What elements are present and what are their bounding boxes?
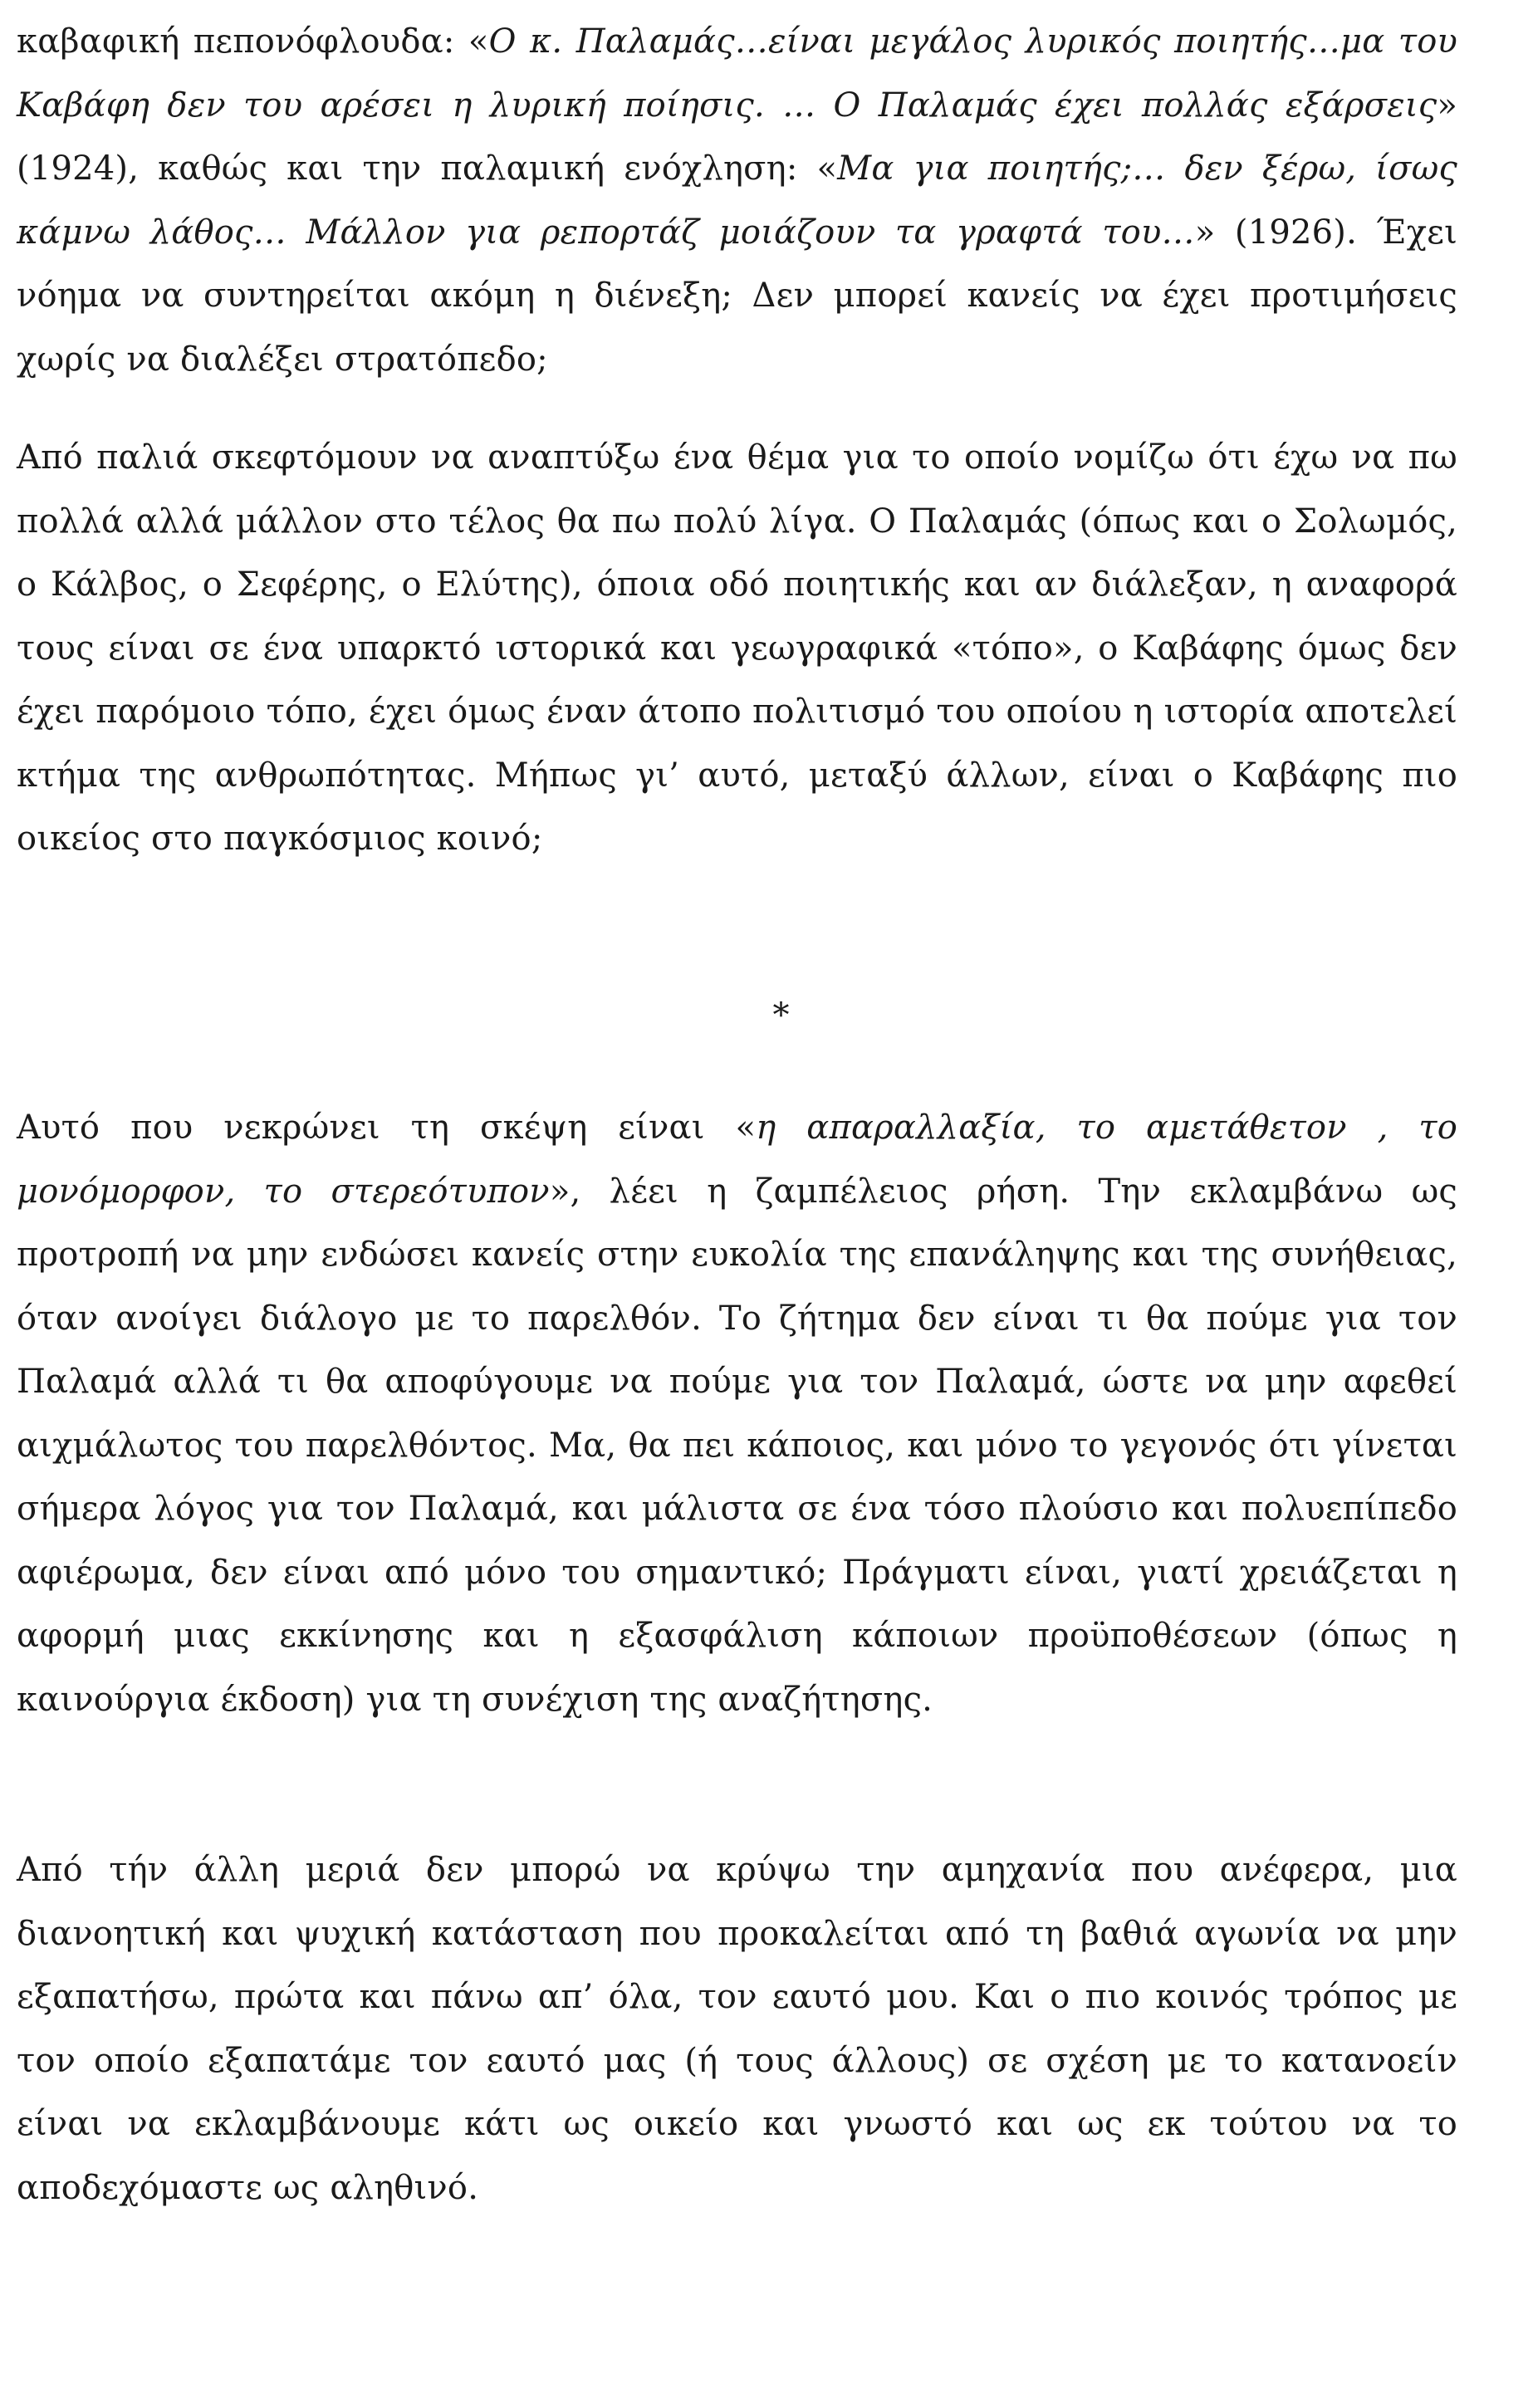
paragraph-1-quote-2: Μα για ποιητής;… δεν ξέρω, ίσως κάμνω λάθος… Μάλλον για ρεπορτάζ μοιάζουν τα γραφτά του… [17,149,1457,252]
paragraph-2-text: Από παλιά σκεφτόμουν να αναπτύξω ένα θέμα για το οποίο νομίζω ότι έχω να πω πολλά αλλά μάλλον στο τέλος θα πω πολύ λίγα. Ο Παλαμάς (όπως και ο Σολωμός, ο Κάλβος, ο Σεφέρης, ο Ελύτης), όποια οδό ποιητικής και αν διάλεξαν, η αναφορά τους είναι σε ένα υπαρκτό ιστορικά και γεωγραφικά «τόπο», ο Καβάφης όμως δεν έχει παρόμοιο τόπο, έχει όμως έναν άτοπο πολιτισμό του οποίου η ιστορία αποτελεί κτήμα της ανθρωπότητας. Μήπως γι’ αυτό, μεταξύ άλλων, είναι ο Καβάφης πιο οικείος στο παγκόσμιος κοινό; [17,438,1457,858]
paragraph-2 [17,426,1457,871]
paragraph-3-quote: η απαραλλαξία, το αμετάθετον , το μονόμορφον, το στερεότυπον [17,1109,1457,1211]
paragraph-4-text: Από τήν άλλη μεριά δεν μπορώ να κρύψω την αμηχανία που ανέφερα, μια διανοητική και ψυχική κατάσταση που προκαλείται από τη βαθιά αγωνία να μην εξαπατήσω, πρώτα και πάνω απ’ όλα, τον εαυτό μου. Και ο πιο κοινός τρόπος με τον οποίο εξαπατάμε τον εαυτό μας (ή τους άλλους) σε σχέση με το κατανοείν είναι να εκλαμβάνουμε κάτι ως οικείο και γνωστό και ως εκ τούτου να το αποδεχόμαστε ως αληθινό. [17,1851,1457,2207]
section-separator [0,996,1533,1035]
paragraph-1-segment-3: » (1924), καθώς και την παλαμική ενόχληση: « [17,86,1457,188]
paragraph-3-segment-3: », λέει η ζαμπέλειος ρήση. Την εκλαμβάνω ως προτροπή να μην ενδώσει κανείς στην ευκολία της επανάληψης και της συνήθειας, όταν ανοίγει διάλογο με το παρελθόν. Το ζήτημα δεν είναι τι θα πούμε για τον Παλαμά αλλά τι θα αποφύγουμε να πούμε για τον Παλαμά, ώστε να μην αφεθεί αιχμάλωτος του παρελθόντος. Μα, θα πει κάποιος, και μόνο το γεγονός ότι γίνεται σήμερα λόγος για τον Παλαμά, και μάλιστα σε ένα τόσο πλούσιο και πολυεπίπεδο αφιέρωμα, δεν είναι από μόνο του σημαντικό; Πράγματι είναι, γιατί χρειάζεται η αφορμή μιας εκκίνησης και η εξασφάλιση κάποιων προϋποθέσεων (όπως η καινούργια έκδοση) για τη συνέχιση της αναζήτησης. [17,1172,1457,1719]
asterisk-separator: * [772,996,790,1035]
paragraph-1 [17,10,1457,391]
paragraph-1-quote-1: Ο κ. Παλαμάς…είναι μεγάλος λυρικός ποιητής…μα του Καβάφη δεν του αρέσει η λυρική ποίησις. … Ο Παλαμάς έχει πολλάς εξάρσεις [17,22,1457,125]
paragraph-4 [17,1838,1457,2220]
paragraph-1-segment-1: καβαφική πεπονόφλουδα: « [17,22,489,61]
paragraph-3 [17,1096,1457,1731]
paragraph-1-segment-5: » (1926). Έχει νόημα να συντηρείται ακόμη η διένεξη; Δεν μπορεί κανείς να έχει προτιμήσεις χωρίς να διαλέξει στρατόπεδο; [17,213,1457,379]
paragraph-3-segment-1: Αυτό που νεκρώνει τη σκέψη είναι « [17,1109,757,1147]
